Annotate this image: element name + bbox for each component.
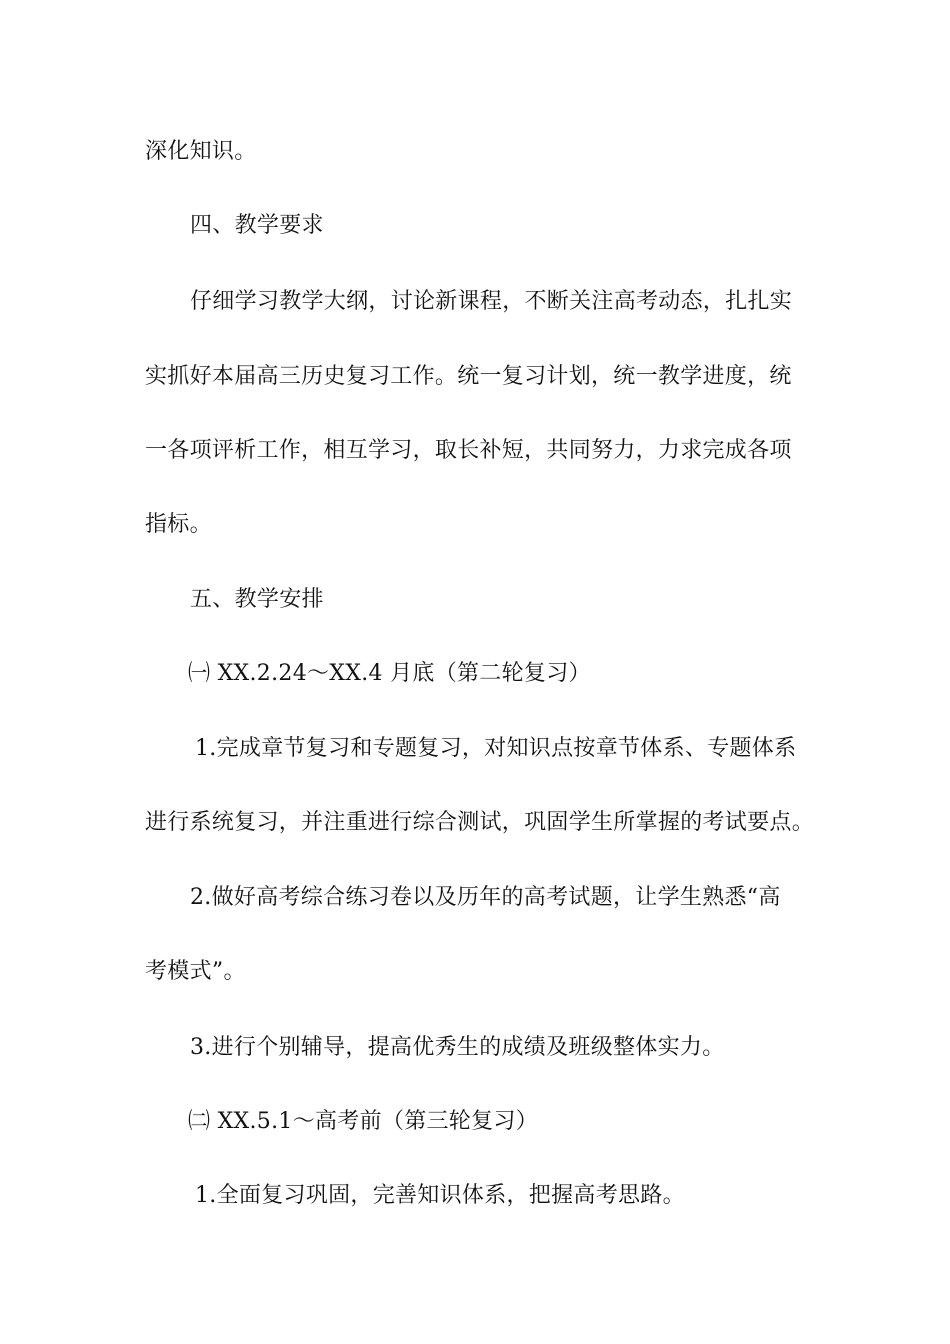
subsection-heading-third-round: ㈡ XX.5.1～高考前（第三轮复习） xyxy=(188,1109,538,1134)
list-item-line: 2.做好高考综合练习卷以及历年的高考试题，让学生熟悉“高 xyxy=(190,885,781,910)
list-item-line: 1.全面复习巩固，完善知识体系，把握高考思路。 xyxy=(195,1183,685,1208)
paragraph-line: 一各项评析工作，相互学习，取长补短，共同努力，力求完成各项 xyxy=(145,438,792,463)
list-item-line: 1.完成章节复习和专题复习，对知识点按章节体系、专题体系 xyxy=(195,736,797,761)
paragraph-line: 仔细学习教学大纲，讨论新课程，不断关注高考动态，扎扎实 xyxy=(190,289,793,314)
paragraph-line: 指标。 xyxy=(145,512,212,537)
list-item-line: 进行系统复习，并注重进行综合测试，巩固学生所掌握的考试要点。 xyxy=(145,810,815,835)
list-item-line: 考模式”。 xyxy=(145,959,246,984)
section-heading-teaching-requirements: 四、教学要求 xyxy=(190,213,324,238)
subsection-heading-second-round: ㈠ XX.2.24～XX.4 月底（第二轮复习） xyxy=(188,661,591,686)
paragraph-line: 实抓好本届高三历史复习工作。统一复习计划，统一教学进度，统 xyxy=(145,364,792,389)
section-heading-teaching-arrangement: 五、教学安排 xyxy=(190,587,324,612)
list-item-line: 3.进行个别辅导，提高优秀生的成绩及班级整体实力。 xyxy=(190,1035,725,1060)
paragraph-line: 深化知识。 xyxy=(145,139,257,164)
